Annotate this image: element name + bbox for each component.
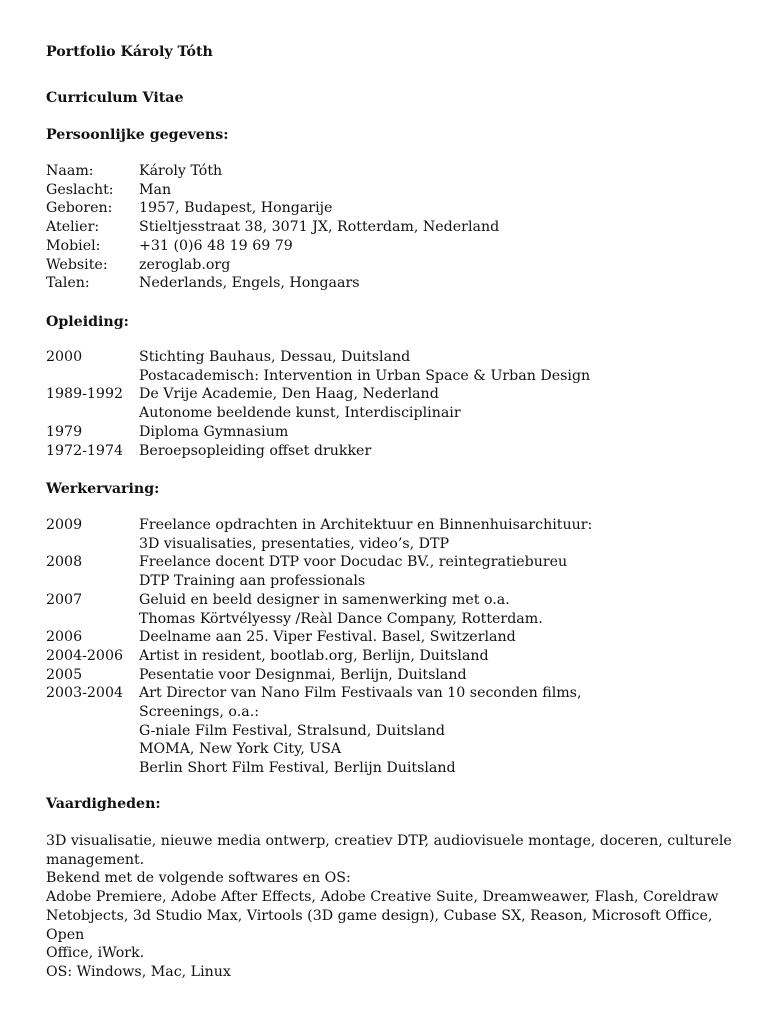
education-value: Postacademisch: Intervention in Urban Space & Urban Design [139,367,591,384]
experience-value: Freelance opdrachten in Architektuur en Binnenhuisarchituur: [139,517,593,533]
website-value: zeroglab.org [139,256,231,273]
experience-value: Artist in resident, bootlab.org, Berlijn, Duitsland [139,647,489,664]
skills-line: management. [46,851,145,868]
education-table [46,348,590,460]
experience-value: DTP Training aan professionals [139,573,366,590]
skills-paragraph [46,832,746,982]
experience-year: 2008 [46,554,83,571]
personal-value: Károly Tóth [139,163,223,179]
skills-line: Adobe Premiere, Adobe After Effects, Adobe Creative Suite, Dreamweawer, Flash, Coreldraw [46,889,719,906]
experience-row [46,553,592,572]
experience-year [46,740,139,759]
education-year [46,367,139,386]
education-year [46,404,139,423]
education-value: Beroepsopleiding offset drukker [139,442,372,459]
experience-year [46,759,139,778]
skills-line: Bekend met de volgende softwares en OS: [46,870,351,887]
experience-row [46,759,592,778]
personal-value: +31 (0)6 48 19 69 79 [139,237,293,254]
experience-row [46,572,592,591]
experience-heading: Werkervaring: [46,481,160,497]
education-value: Autonome beeldende kunst, Interdisciplinair [139,405,461,422]
document-title: Portfolio Károly Tóth [46,44,213,60]
experience-row [46,666,592,685]
experience-value: Geluid en beeld designer in samenwerking met o.a. [139,591,510,608]
personal-value: Nederlands, Engels, Hongaars [139,275,360,292]
experience-value: Thomas Körtvélyessy /Reàl Dance Company, Rotterdam. [139,610,543,627]
experience-row [46,535,592,554]
experience-year: 2005 [46,666,83,683]
experience-year: 2009 [46,517,83,533]
education-year: 2000 [46,349,83,365]
experience-year [46,535,139,554]
personal-label: Naam: [46,163,94,179]
experience-value: Screenings, o.a.: [139,704,259,721]
education-row [46,385,590,404]
personal-value: Man [139,181,172,198]
experience-year [46,703,139,722]
experience-row [46,703,592,722]
education-row [46,442,590,461]
experience-year: 2007 [46,591,83,608]
personal-label: Mobiel: [46,237,101,254]
skills-heading: Vaardigheden: [46,796,161,812]
experience-value: Freelance docent DTP voor Docudac BV., reintegratiebureu [139,554,568,571]
personal-label: Website: [46,256,108,273]
experience-table [46,516,592,778]
experience-value: Art Director van Nano Film Festivaals van 10 seconden films, [139,685,582,702]
experience-year [46,610,139,629]
experience-year: 2006 [46,629,83,646]
experience-value: G-niale Film Festival, Stralsund, Duitsland [139,722,445,739]
education-value: Diploma Gymnasium [139,423,289,440]
experience-row [46,628,592,647]
personal-value: Stieltjesstraat 38, 3071 JX, Rotterdam, Nederland [139,219,500,236]
experience-row [46,684,592,703]
personal-value: 1957, Budapest, Hongarije [139,200,333,217]
experience-value: Berlin Short Film Festival, Berlijn Duitsland [139,760,456,777]
personal-row [46,256,499,275]
experience-year: 2004-2006 [46,647,124,664]
experience-row [46,591,592,610]
personal-row [46,181,499,200]
experience-value: Pesentatie voor Designmai, Berlijn, Duitsland [139,666,467,683]
skills-line: Netobjects, 3d Studio Max, Virtools (3D game design), Cubase SX, Reason, Microsoft Office, Open [46,907,713,943]
skills-line: OS: Windows, Mac, Linux [46,963,231,980]
education-row [46,404,590,423]
education-row [46,348,590,367]
experience-row [46,647,592,666]
personal-row [46,199,499,218]
education-value: De Vrije Academie, Den Haag, Nederland [139,386,439,403]
skills-line: 3D visualisatie, nieuwe media ontwerp, creatiev DTP, audiovisuele montage, doceren, culturele [46,833,732,849]
experience-value: MOMA, New York City, USA [139,741,342,758]
experience-row [46,722,592,741]
personal-label: Geslacht: [46,181,114,198]
experience-value: Deelname aan 25. Viper Festival. Basel, Switzerland [139,629,516,646]
personal-label: Talen: [46,275,90,292]
personal-row [46,162,499,181]
personal-table [46,162,499,293]
education-row [46,423,590,442]
experience-year [46,572,139,591]
personal-row [46,274,499,293]
education-year: 1972-1974 [46,442,124,459]
experience-row [46,516,592,535]
experience-value: 3D visualisaties, presentaties, video’s, DTP [139,535,450,552]
personal-row [46,237,499,256]
skills-line: Office, iWork. [46,945,145,962]
personal-label: Geboren: [46,200,113,217]
education-heading: Opleiding: [46,314,129,330]
education-row [46,367,590,386]
personal-label: Atelier: [46,219,100,236]
experience-row [46,740,592,759]
experience-year: 2003-2004 [46,685,124,702]
education-year: 1989-1992 [46,386,124,403]
experience-year [46,722,139,741]
education-value: Stichting Bauhaus, Dessau, Duitsland [139,349,411,365]
personal-row [46,218,499,237]
personal-heading: Persoonlijke gegevens: [46,127,229,143]
cv-heading: Curriculum Vitae [46,90,184,106]
experience-row [46,610,592,629]
education-year: 1979 [46,423,83,440]
